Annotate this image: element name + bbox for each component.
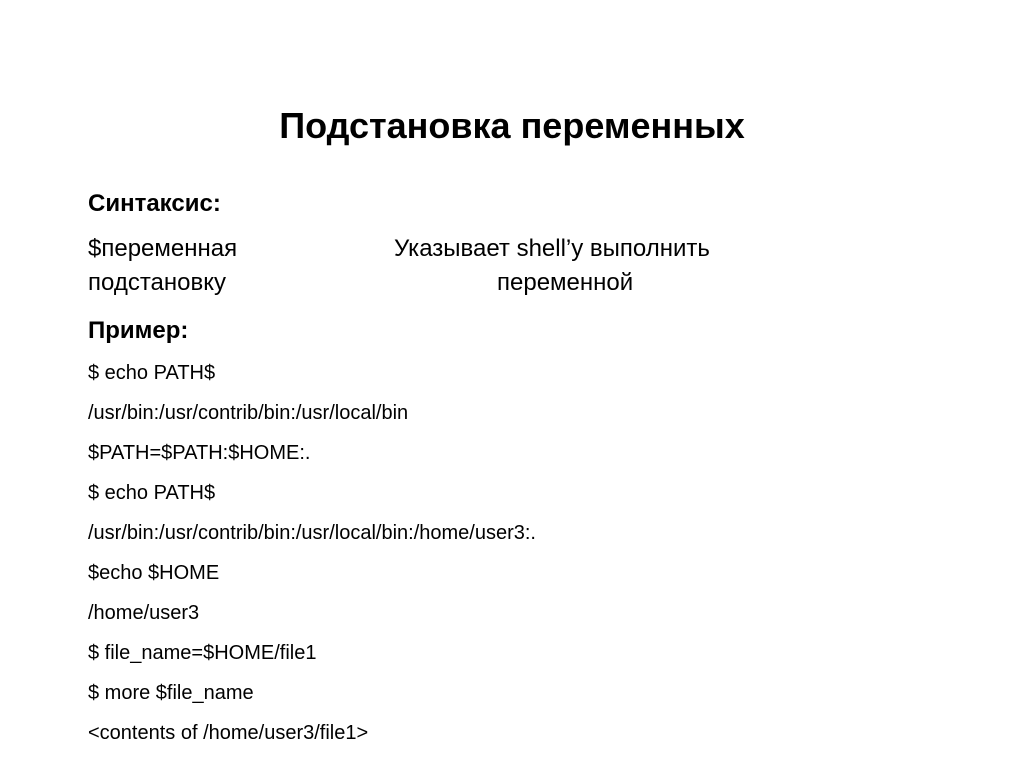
syntax-description-line1: Указывает shell’у выполнить bbox=[394, 235, 710, 262]
syntax-description-line2-right: переменной bbox=[497, 269, 634, 296]
example-line: $ file_name=$HOME/file1 bbox=[88, 642, 317, 664]
syntax-description-line2-left: подстановку bbox=[88, 269, 227, 296]
example-line: <contents of /home/user3/file1> bbox=[88, 722, 369, 744]
example-line: /usr/bin:/usr/contrib/bin:/usr/local/bin bbox=[88, 402, 409, 424]
example-line: $ echo PATH$ bbox=[88, 362, 216, 384]
example-line: $PATH=$PATH:$HOME:. bbox=[88, 442, 311, 464]
example-line: $ more $file_name bbox=[88, 682, 254, 704]
syntax-term: $переменная bbox=[88, 235, 238, 262]
example-line: /usr/bin:/usr/contrib/bin:/usr/local/bin:/home/user3:. bbox=[88, 522, 536, 544]
example-line: $ echo PATH$ bbox=[88, 482, 216, 504]
example-line: $echo $HOME bbox=[88, 562, 220, 584]
slide-title: Подстановка переменных bbox=[279, 105, 745, 146]
example-line: /home/user3 bbox=[88, 602, 200, 624]
example-heading: Пример: bbox=[88, 317, 189, 344]
syntax-heading: Синтаксис: bbox=[88, 190, 221, 217]
